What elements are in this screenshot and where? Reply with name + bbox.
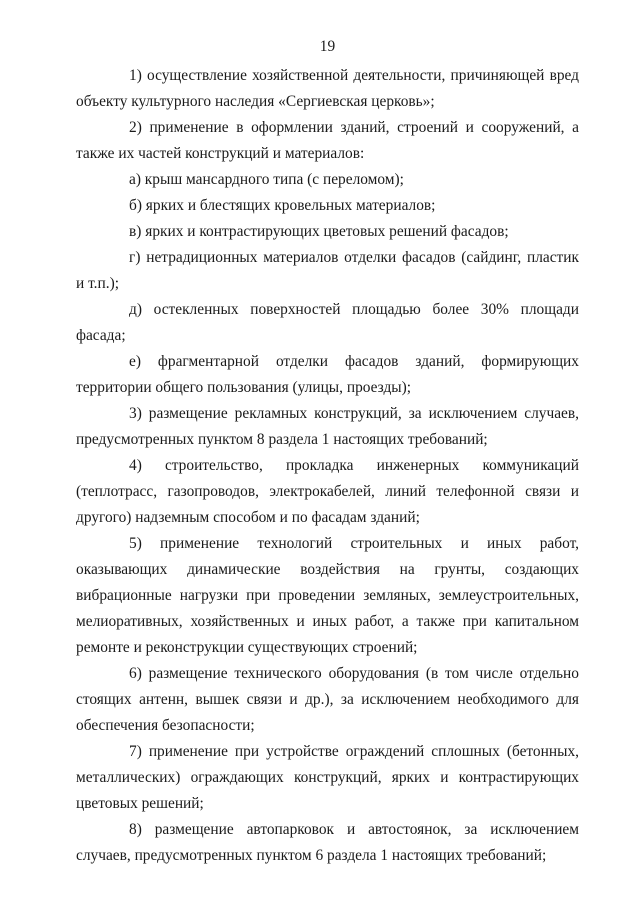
document-page	[76, 34, 579, 869]
paragraph-subitem-g: г) нетрадиционных материалов отделки фасадов (сайдинг, пластик и т.п.);	[76, 249, 579, 292]
paragraph-subitem-a: а) крыш мансардного типа (с переломом);	[129, 171, 404, 188]
paragraph-item-1: 1) осуществление хозяйственной деятельности, причиняющей вред объекту культурного наследия «Сергиевская церковь»;	[76, 67, 579, 110]
paragraph-item-2: 2) применение в оформлении зданий, строений и сооружений, а также их частей конструкций и материалов:	[76, 119, 579, 162]
paragraph-item-5: 5) применение технологий строительных и иных работ, оказывающих динамические воздействия на грунты, создающих вибрационные нагрузки при проведении земляных, землеустроительных, мелиоративных, хозяйственных и иных работ, а также при капитальном ремонте и реконструкции существующих строений;	[76, 535, 579, 656]
paragraph-subitem-e: е) фрагментарной отделки фасадов зданий, формирующих территории общего пользования (улицы, проезды);	[76, 353, 579, 396]
paragraph-item-3: 3) размещение рекламных конструкций, за исключением случаев, предусмотренных пунктом 8 раздела 1 настоящих требований;	[76, 405, 579, 448]
paragraph-item-8: 8) размещение автопарковок и автостоянок, за исключением случаев, предусмотренных пунктом 6 раздела 1 настоящих требований;	[76, 821, 579, 864]
paragraph-subitem-b: б) ярких и блестящих кровельных материалов;	[129, 197, 436, 214]
paragraph-item-4: 4) строительство, прокладка инженерных коммуникаций (теплотрасс, газопроводов, электрокабелей, линий телефонной связи и другого) надземным способом и по фасадам зданий;	[76, 457, 579, 526]
paragraph-subitem-d: д) остекленных поверхностей площадью более 30% площади фасада;	[76, 301, 579, 344]
paragraph-item-6: 6) размещение технического оборудования (в том числе отдельно стоящих антенн, вышек связи и др.), за исключением необходимого для обеспечения безопасности;	[76, 665, 579, 734]
paragraph-item-7: 7) применение при устройстве ограждений сплошных (бетонных, металлических) ограждающих конструкций, ярких и контрастирующих цветовых решений;	[76, 743, 579, 812]
paragraph-subitem-v: в) ярких и контрастирующих цветовых решений фасадов;	[129, 223, 509, 240]
page-number: 19	[319, 38, 336, 55]
